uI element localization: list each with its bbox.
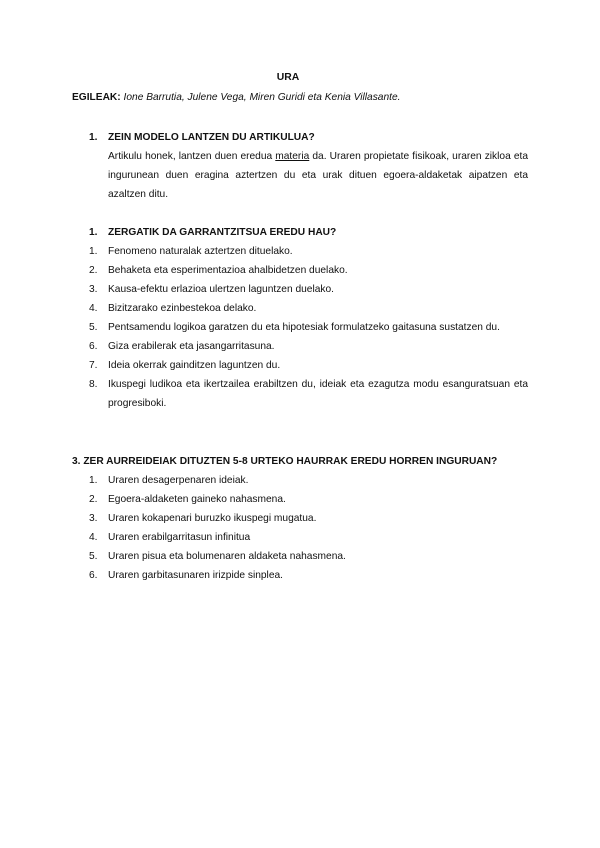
list-item-number: 8. <box>89 379 98 390</box>
paragraph-text-before: Artikulu honek, lantzen duen eredua <box>108 151 276 162</box>
section-importance <box>72 223 528 413</box>
list-item <box>72 490 528 509</box>
section-preconceptions <box>72 452 528 585</box>
section-importance-heading <box>72 223 528 242</box>
list-item <box>72 242 528 261</box>
list-item-text: Uraren erabilgarritasun infinitua <box>108 532 251 543</box>
list-item-text: Giza erabilerak eta jasangarritasuna. <box>108 341 275 352</box>
list-item-text: Uraren kokapenari buruzko ikuspegi mugatua. <box>108 513 317 524</box>
list-item-number: 5. <box>89 551 98 562</box>
list-item-text: Behaketa eta esperimentazioa ahalbidetzen duelako. <box>108 265 348 276</box>
list-item <box>72 375 528 413</box>
paragraph-underlined-word: materia <box>275 151 310 162</box>
list-item-text: Uraren pisua eta bolumenaren aldaketa nahasmena. <box>108 551 346 562</box>
list-item-text: Pentsamendu logikoa garatzen du eta hipotesiak formulatzeko gaitasuna sustatzen du. <box>108 322 500 333</box>
section-model-heading-text: ZEIN MODELO LANTZEN DU ARTIKULUA? <box>108 132 315 143</box>
list-item-number: 6. <box>89 341 98 352</box>
list-item <box>72 566 528 585</box>
list-item-text: Uraren garbitasunaren irizpide sinplea. <box>108 570 283 581</box>
list-item-number: 7. <box>89 360 98 371</box>
section-model-number: 1. <box>89 132 98 143</box>
list-item-number: 6. <box>89 570 98 581</box>
list-item <box>72 280 528 299</box>
authors-names: Ione Barrutia, Julene Vega, Miren Guridi eta Kenia Villasante. <box>123 92 401 103</box>
list-item-number: 3. <box>89 284 98 295</box>
list-item-number: 5. <box>89 322 98 333</box>
list-item <box>72 261 528 280</box>
list-item <box>72 318 528 337</box>
list-item-number: 4. <box>89 303 98 314</box>
list-item-text: Uraren desagerpenaren ideiak. <box>108 475 249 486</box>
list-item <box>72 471 528 490</box>
authors-label: EGILEAK: <box>72 92 121 103</box>
paragraph-text-after: da. Uraren propietate fisikoak, uraren zikloa eta ingurunean duen eragina aztertzen du eta urak dituen egoera-aldaketak aipatzen eta azaltzen ditu. <box>108 151 528 200</box>
list-item-number: 2. <box>89 494 98 505</box>
document-title: URA <box>276 72 300 83</box>
list-item <box>72 547 528 566</box>
section-preconceptions-heading: 3. ZER AURREIDEIAK DITUZTEN 5-8 URTEKO HAURRAK EREDU HORREN INGURUAN? <box>72 456 498 467</box>
list-item-number: 2. <box>89 265 98 276</box>
list-item-number: 1. <box>89 246 98 257</box>
list-item-text: Kausa-efektu erlazioa ulertzen laguntzen duelako. <box>108 284 334 295</box>
authors-line <box>72 92 552 103</box>
importance-list <box>72 242 528 413</box>
list-item-text: Ideia okerrak gainditzen laguntzen du. <box>108 360 281 371</box>
section-importance-number: 1. <box>89 227 98 238</box>
section-model-paragraph <box>108 147 528 204</box>
list-item-number: 3. <box>89 513 98 524</box>
list-item <box>72 299 528 318</box>
list-item-text: Ikuspegi ludikoa eta ikertzailea erabiltzen du, ideiak eta ezagutza modu esanguratsuan eta progresiboki. <box>108 379 528 409</box>
list-item <box>72 356 528 375</box>
list-item-text: Bizitzarako ezinbestekoa delako. <box>108 303 257 314</box>
list-item-text: Egoera-aldaketen gaineko nahasmena. <box>108 494 286 505</box>
list-item-number: 1. <box>89 475 98 486</box>
list-item <box>72 528 528 547</box>
preconceptions-list <box>72 471 528 585</box>
list-item-text: Fenomeno naturalak aztertzen dituelako. <box>108 246 293 257</box>
section-model <box>72 128 528 204</box>
list-item <box>72 337 528 356</box>
section-importance-heading-text: ZERGATIK DA GARRANTZITSUA EREDU HAU? <box>108 227 337 238</box>
section-model-heading <box>72 128 528 147</box>
list-item-number: 4. <box>89 532 98 543</box>
list-item <box>72 509 528 528</box>
